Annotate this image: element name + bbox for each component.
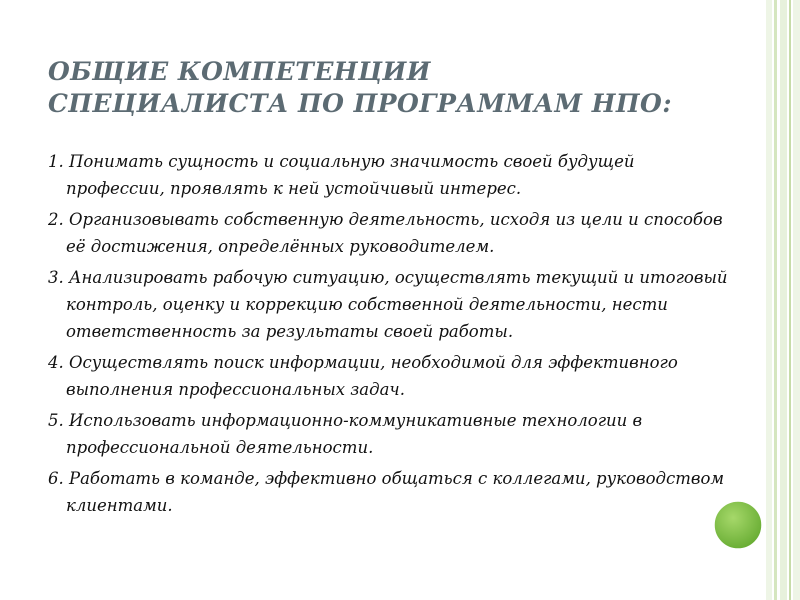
- title-line-1: ОБЩИЕ КОМПЕТЕНЦИИ: [48, 57, 431, 86]
- list-item: 2. Организовывать собственную деятельность, исходя из цели и способов её достижения, определённых руководителем.: [48, 210, 723, 256]
- list-item: 4. Осуществлять поиск информации, необходимой для эффективного выполнения профессиональных задач.: [48, 353, 678, 399]
- stripe: [780, 0, 787, 600]
- list-item: 5. Использовать информационно-коммуникативные технологии в профессиональной деятельности.: [48, 411, 643, 457]
- list-item: 1. Понимать сущность и социальную значимость своей будущей профессии, проявлять к ней устойчивый интерес.: [48, 152, 635, 198]
- stripe: [766, 0, 772, 600]
- stripe: [789, 0, 791, 600]
- decorative-stripes: [766, 0, 800, 600]
- title-line-2: СПЕЦИАЛИСТА ПО ПРОГРАММАМ НПО:: [48, 89, 673, 118]
- list-item: 3. Анализировать рабочую ситуацию, осуществлять текущий и итоговый контроль, оценку и коррекцию собственной деятельности, нести ответственность за результаты своей работы.: [48, 268, 728, 341]
- slide-title: [48, 56, 748, 120]
- green-circle-icon: [713, 500, 763, 550]
- stripe: [793, 0, 800, 600]
- competencies-list: [48, 148, 738, 523]
- stripe: [774, 0, 777, 600]
- list-item: 6. Работать в команде, эффективно общаться с коллегами, руководством клиентами.: [48, 469, 725, 515]
